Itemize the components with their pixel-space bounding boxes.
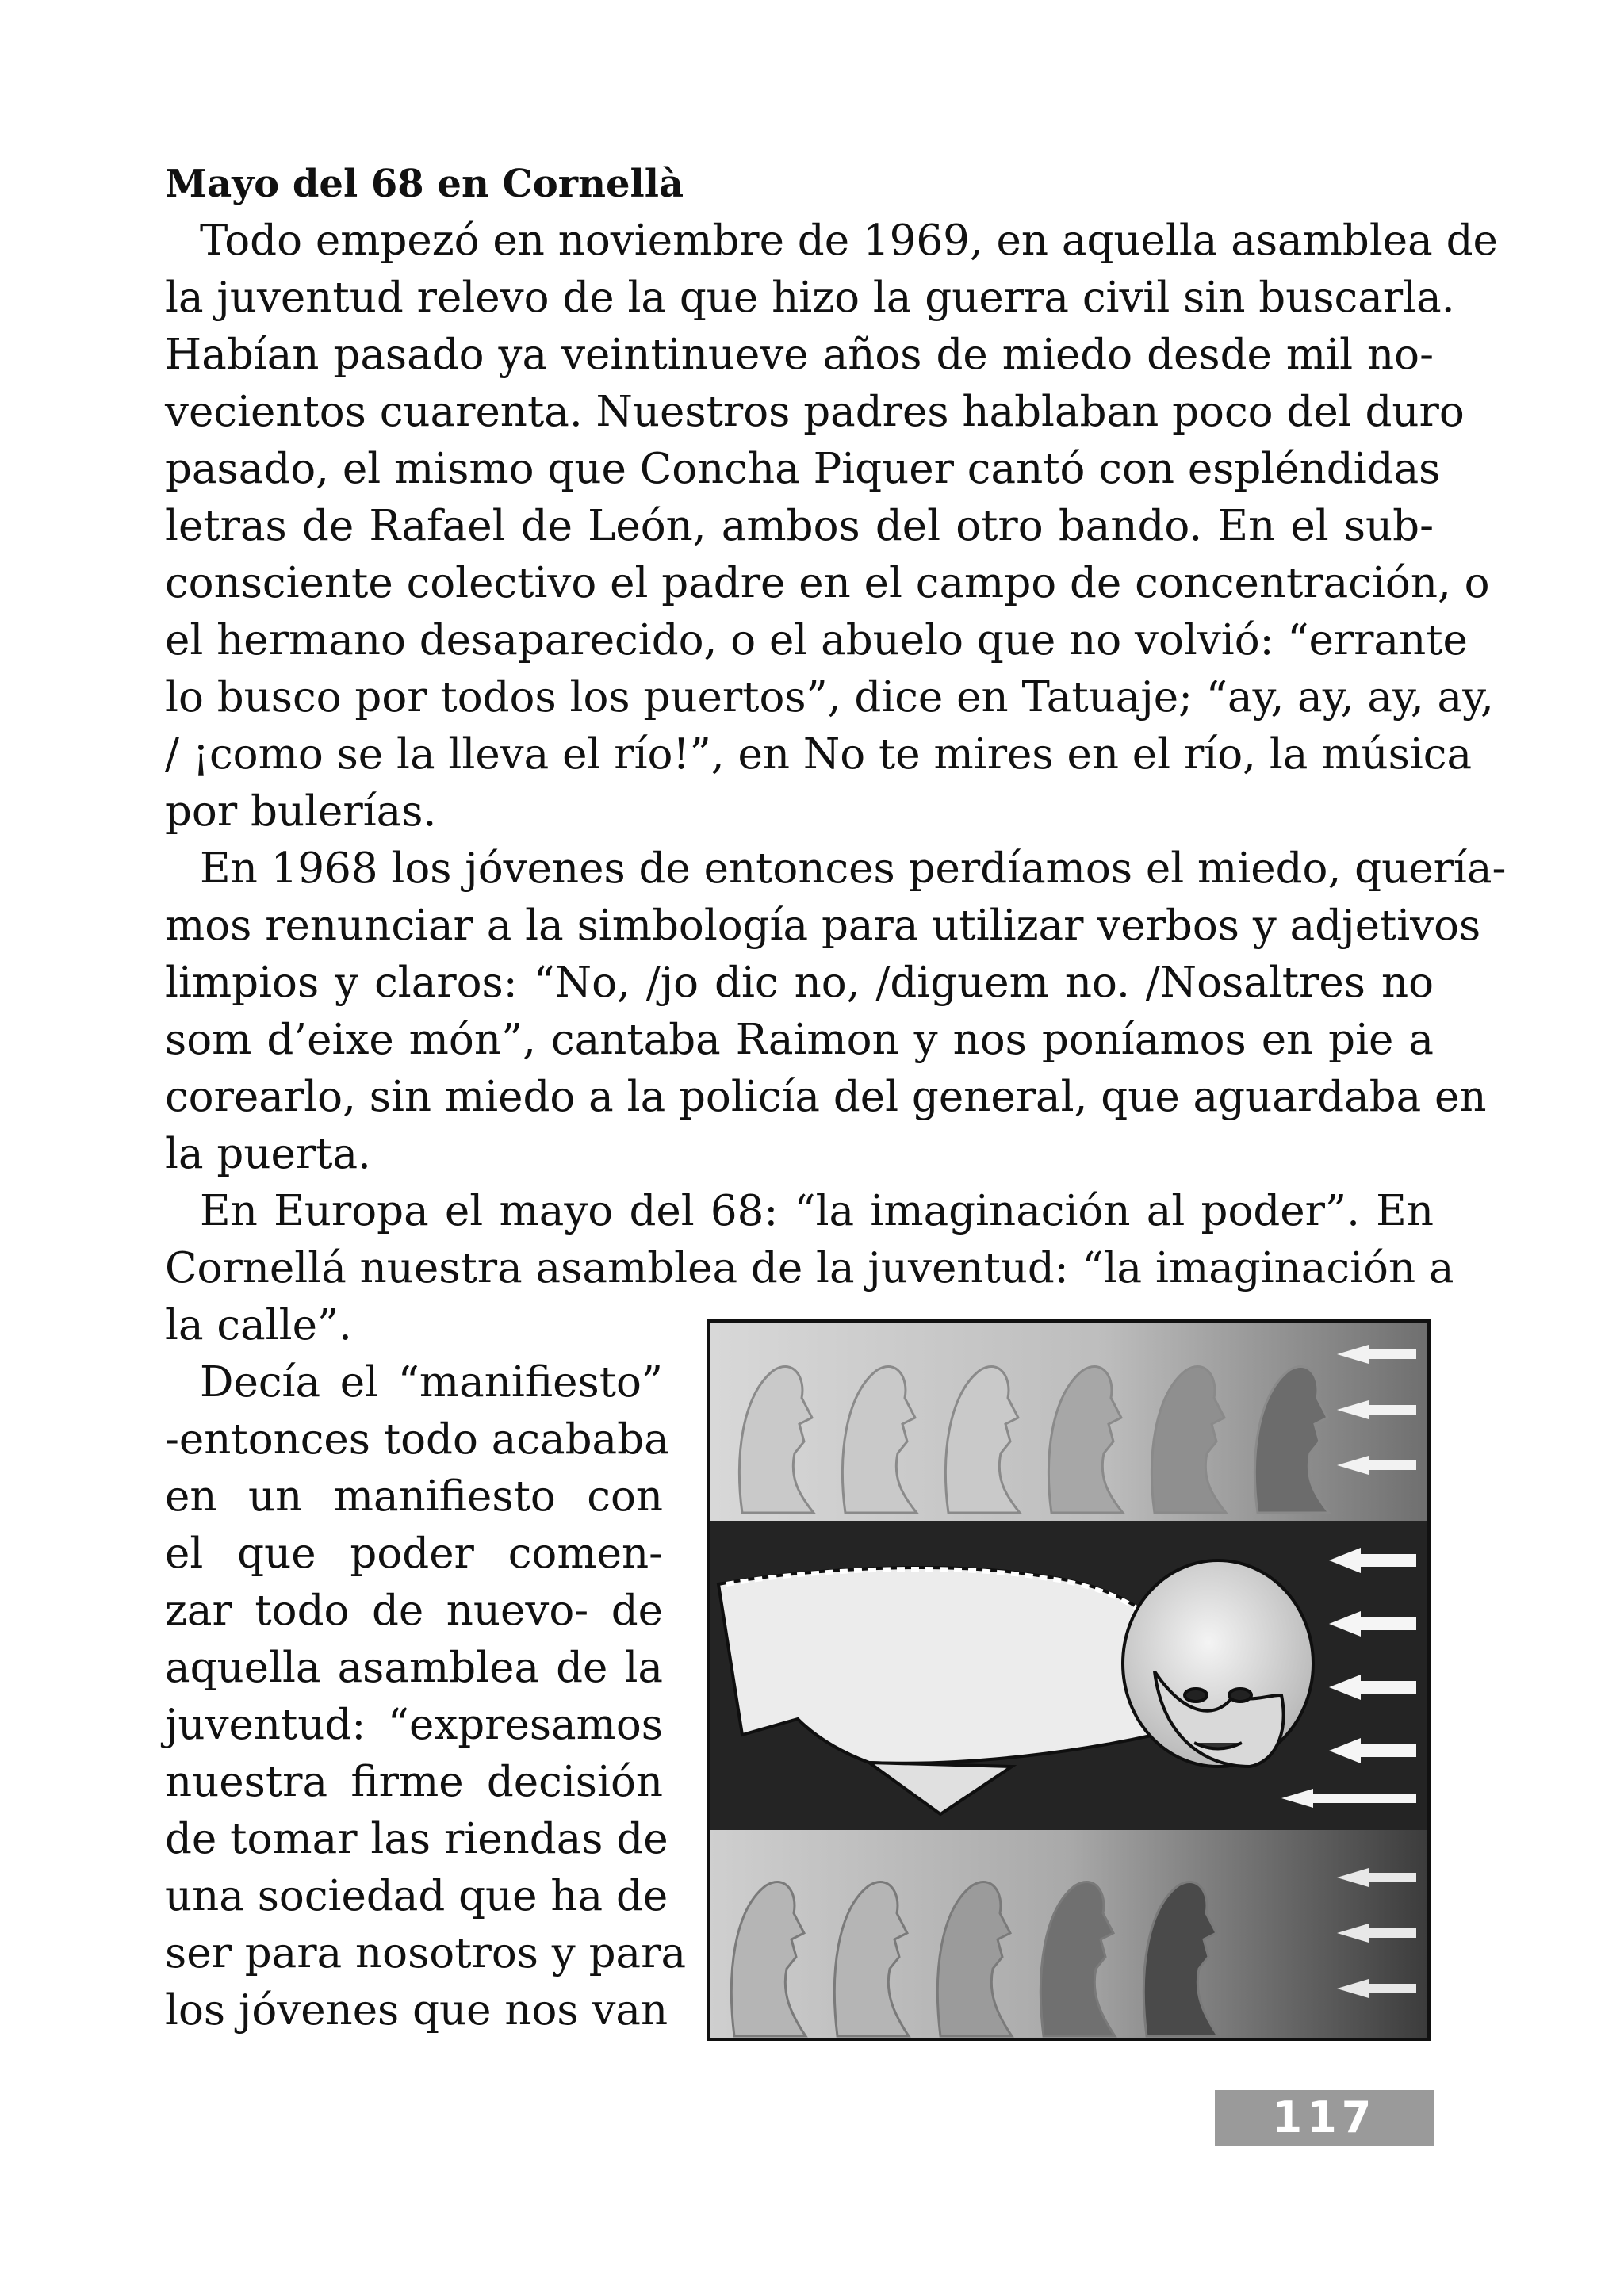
illustration-figure bbox=[707, 1319, 1431, 2041]
paragraph-4-line-5: zar todo de nuevo- de bbox=[165, 1587, 663, 1635]
paragraph-1-line-11: por bulerías. bbox=[165, 787, 437, 836]
paragraph-3-line-3: la calle”. bbox=[165, 1301, 352, 1349]
section-heading: Mayo del 68 en Cornellà bbox=[165, 162, 684, 206]
paragraph-4-line-10: una sociedad que ha de bbox=[165, 1872, 668, 1920]
paragraph-2-line-6: la puerta. bbox=[165, 1130, 371, 1178]
paragraph-2-line-3: limpios y claros: “No, /jo dic no, /diguem no. /Nosaltres no bbox=[165, 959, 1434, 1007]
paragraph-1-line-5: pasado, el mismo que Concha Piquer cantó con espléndidas bbox=[165, 445, 1441, 493]
paragraph-4-line-3: en un manifiesto con bbox=[165, 1472, 663, 1521]
paragraph-1-line-7: consciente colectivo el padre en el campo de concentración, o bbox=[165, 559, 1490, 607]
paragraph-4-line-1: Decía el “manifiesto” bbox=[200, 1358, 663, 1407]
paragraph-4-line-11: ser para nosotros y para bbox=[165, 1929, 687, 1977]
paragraph-1-line-8: el hermano desaparecido, o el abuelo que no volvió: “errante bbox=[165, 616, 1468, 664]
paragraph-4-line-4: el que poder comen- bbox=[165, 1529, 663, 1578]
paragraph-1-line-2: la juventud relevo de la que hizo la guerra civil sin buscarla. bbox=[165, 274, 1455, 322]
paragraph-4-line-12: los jóvenes que nos van bbox=[165, 1986, 668, 2035]
paragraph-4-line-9: de tomar las riendas de bbox=[165, 1815, 668, 1863]
paragraph-1-line-4: vecientos cuarenta. Nuestros padres hablaban poco del duro bbox=[165, 388, 1465, 436]
paragraph-1-line-6: letras de Rafael de León, ambos del otro bando. En el sub- bbox=[165, 502, 1434, 550]
paragraph-1-line-9: lo busco por todos los puertos”, dice en Tatuaje; “ay, ay, ay, ay, bbox=[165, 673, 1494, 722]
paragraph-3-line-1: En Europa el mayo del 68: “la imaginación al poder”. En bbox=[200, 1187, 1434, 1235]
paragraph-1-line-10: / ¡como se la lleva el río!”, en No te mires en el río, la música bbox=[165, 730, 1473, 779]
paragraph-4-line-6: aquella asamblea de la bbox=[165, 1644, 663, 1692]
paragraph-4-line-8: nuestra firme decisión bbox=[165, 1758, 663, 1806]
paragraph-2-line-1: En 1968 los jóvenes de entonces perdíamos el miedo, quería- bbox=[200, 844, 1507, 893]
artwork-faces-arrows bbox=[710, 1323, 1427, 2038]
paragraph-2-line-5: corearlo, sin miedo a la policía del general, que aguardaba en bbox=[165, 1073, 1487, 1121]
paragraph-1-line-3: Habían pasado ya veintinueve años de miedo desde mil no- bbox=[165, 331, 1434, 379]
paragraph-3-line-2: Cornellá nuestra asamblea de la juventud: “la imaginación a bbox=[165, 1244, 1454, 1292]
paragraph-4-line-7: juventud: “expresamos bbox=[165, 1701, 663, 1749]
page-number: 117 bbox=[1215, 2090, 1434, 2146]
paragraph-4-line-2: -entonces todo acababa bbox=[165, 1415, 669, 1464]
paragraph-1-line-1: Todo empezó en noviembre de 1969, en aquella asamblea de bbox=[200, 216, 1498, 265]
paragraph-2-line-2: mos renunciar a la simbología para utilizar verbos y adjetivos bbox=[165, 902, 1481, 950]
paragraph-2-line-4: som d’eixe món”, cantaba Raimon y nos poníamos en pie a bbox=[165, 1016, 1434, 1064]
